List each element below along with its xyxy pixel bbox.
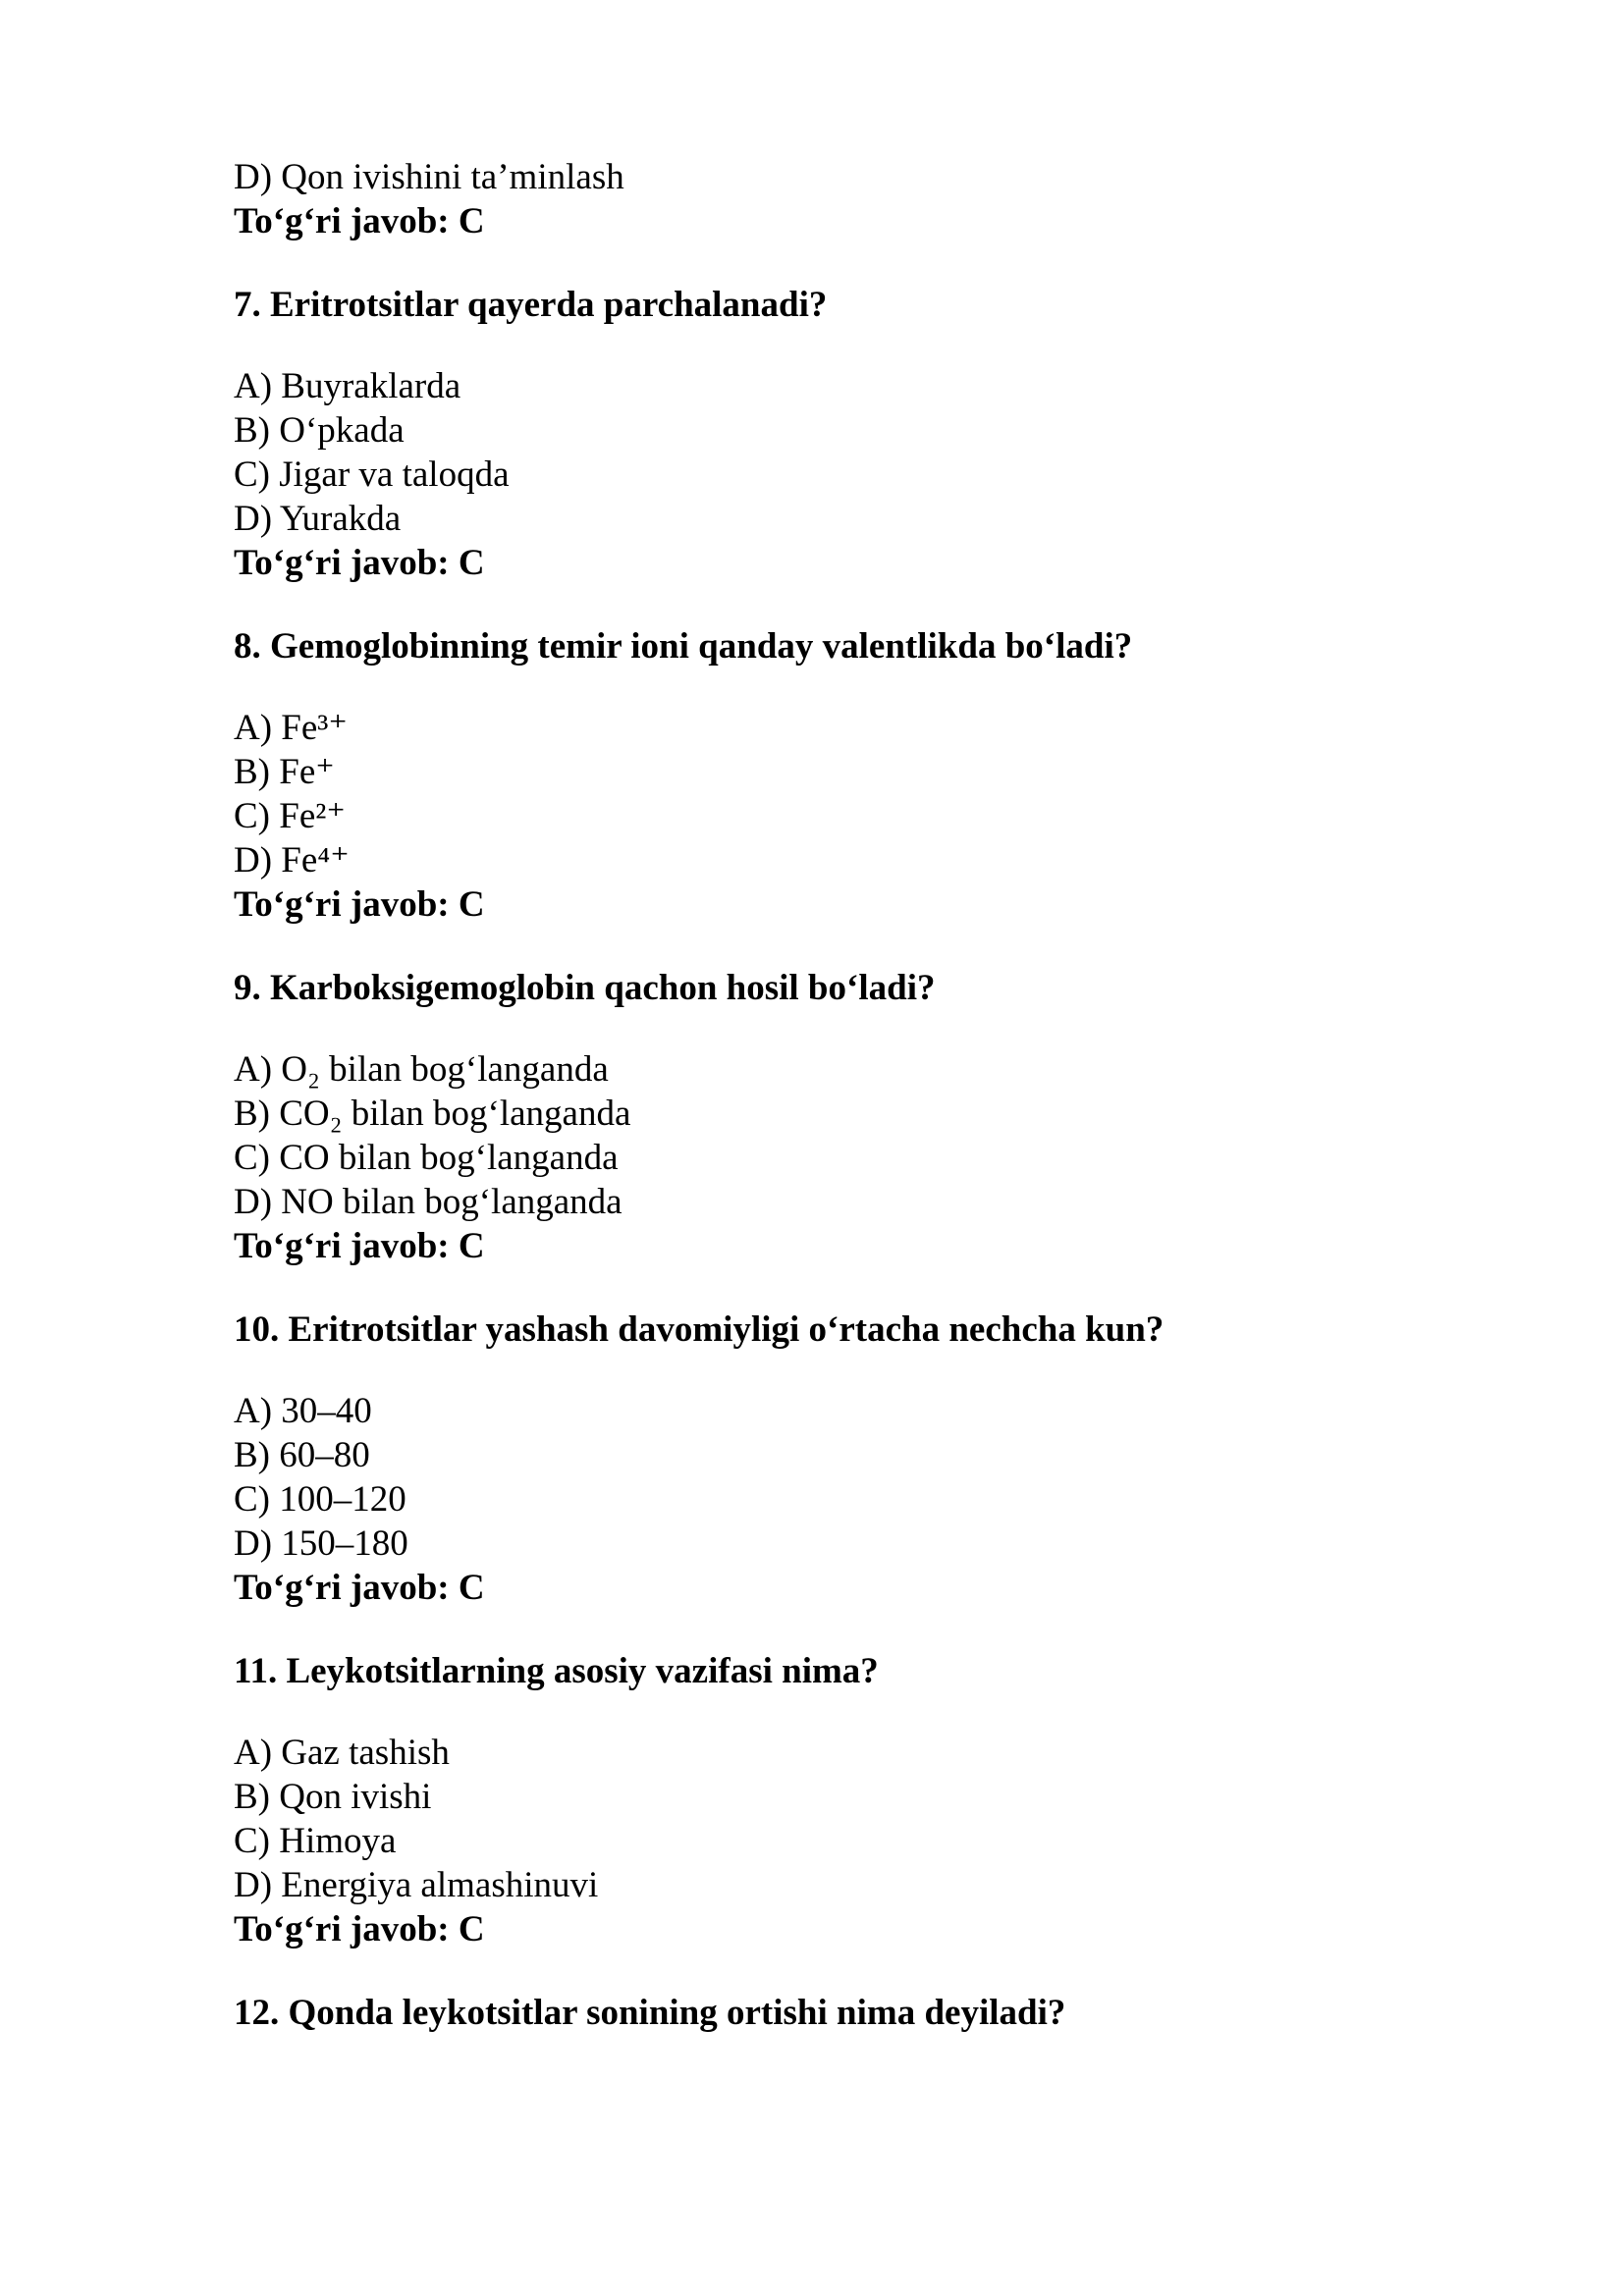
option-c: C) Fe²⁺ bbox=[234, 796, 346, 836]
option-d: D) NO bilan bog‘langanda bbox=[234, 1182, 623, 1222]
correct-answer: To‘g‘ri javob: C bbox=[234, 201, 485, 241]
question-title: 9. Karboksigemoglobin qachon hosil bo‘ladi? bbox=[234, 968, 936, 1008]
question-title: 8. Gemoglobinning temir ioni qanday valentlikda bo‘ladi? bbox=[234, 626, 1133, 667]
option-list bbox=[234, 706, 1392, 927]
correct-answer: To‘g‘ri javob: C bbox=[234, 884, 485, 925]
option-a: A) Gaz tashish bbox=[234, 1733, 450, 1773]
correct-answer: To‘g‘ri javob: C bbox=[234, 1568, 485, 1608]
option-a: A) Buyraklarda bbox=[234, 366, 461, 406]
option-a: A) Fe³⁺ bbox=[234, 708, 348, 748]
question-title: 11. Leykotsitlarning asosiy vazifasi nima? bbox=[234, 1651, 879, 1691]
correct-answer: To‘g‘ri javob: C bbox=[234, 543, 485, 583]
option-b: B) O‘pkada bbox=[234, 410, 405, 451]
option-list bbox=[234, 1389, 1392, 1610]
option-c: C) Himoya bbox=[234, 1821, 397, 1861]
option-d: D) Energiya almashinuvi bbox=[234, 1865, 599, 1905]
option-c: C) CO bilan bog‘langanda bbox=[234, 1138, 619, 1178]
option-c: C) Jigar va taloqda bbox=[234, 454, 510, 495]
quiz-page bbox=[234, 155, 1392, 2035]
option-d: D) Qon ivishini ta’minlash bbox=[234, 157, 624, 197]
option-c: C) 100–120 bbox=[234, 1479, 406, 1520]
option-list bbox=[234, 1047, 1392, 1268]
correct-answer: To‘g‘ri javob: C bbox=[234, 1909, 485, 1949]
option-b: B) Qon ivishi bbox=[234, 1777, 432, 1817]
option-d: D) Fe⁴⁺ bbox=[234, 840, 350, 881]
question-title: 12. Qonda leykotsitlar sonining ortishi nima deyiladi? bbox=[234, 1993, 1066, 2033]
question-title: 10. Eritrotsitlar yashash davomiyligi o‘rtacha nechcha kun? bbox=[234, 1309, 1164, 1350]
option-list bbox=[234, 364, 1392, 585]
option-d: D) Yurakda bbox=[234, 499, 402, 539]
option-a: A) 30–40 bbox=[234, 1391, 372, 1431]
question-title: 7. Eritrotsitlar qayerda parchalanadi? bbox=[234, 285, 828, 325]
correct-answer: To‘g‘ri javob: C bbox=[234, 1226, 485, 1266]
option-a: A) O₂ bilan bog‘langanda bbox=[234, 1049, 609, 1090]
option-b: B) Fe⁺ bbox=[234, 752, 335, 792]
option-list bbox=[234, 1731, 1392, 1951]
option-d: D) 150–180 bbox=[234, 1523, 408, 1564]
option-b: B) 60–80 bbox=[234, 1435, 370, 1475]
option-b: B) CO₂ bilan bog‘langanda bbox=[234, 1094, 631, 1134]
